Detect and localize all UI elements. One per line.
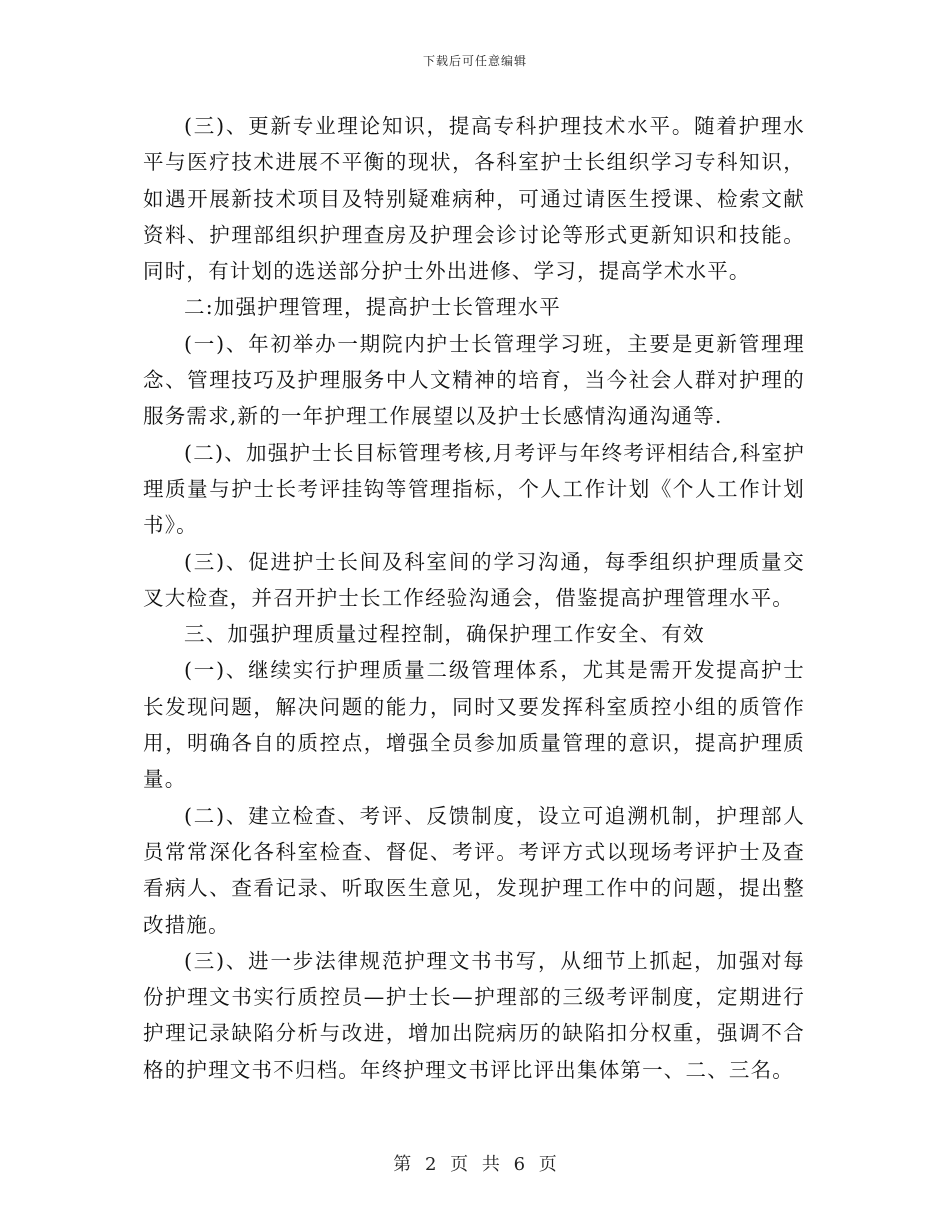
paragraph-9: (三)、进一步法律规范护理文书书写，从细节上抓起，加强对每份护理文书实行质控员—护士长—护理部的三级考评制度，定期进行护理记录缺陷分析与改进，增加出院病历的缺陷扣分权重，强调不合格的护理文书不归档。年终护理文书评比评出集体第一、二、三名。: [143, 948, 805, 1082]
paragraph-7: (一)、继续实行护理质量二级管理体系，尤其是需开发提高护士长发现问题，解决问题的能力，同时又要发挥科室质控小组的质管作用，明确各自的质控点，增强全员参加质量管理的意识，提高护理质量。: [143, 658, 805, 792]
paragraph-1: (三)、更新专业理论知识，提高专科护理技术水平。随着护理水平与医疗技术进展不平衡的现状，各科室护士长组织学习专科知识，如遇开展新技术项目及特别疑难病种，可通过请医生授课、检索文献资料、护理部组织护理查房及护理会诊讨论等形式更新知识和技能。同时，有计划的选送部分护士外出进修、学习，提高学术水平。: [143, 114, 805, 284]
section-heading-3: 三、加强护理质量过程控制，确保护理工作安全、有效: [184, 622, 705, 647]
paragraph-4: (二)、加强护士长目标管理考核,月考评与年终考评相结合,科室护理质量与护士长考评挂钩等管理指标，个人工作计划《个人工作计划书》。: [143, 440, 805, 538]
section-heading-2: 二:加强护理管理，提高护士长管理水平: [184, 295, 562, 320]
page-number: 第 2 页 共 6 页: [393, 1154, 557, 1175]
page-header: 下载后可任意编辑: [422, 54, 527, 68]
document-body: [143, 108, 805, 1088]
paragraph-8: (二)、建立检查、考评、反馈制度，设立可追溯机制，护理部人员常常深化各科室检查、督促、考评。考评方式以现场考评护士及查看病人、查看记录、听取医生意见，发现护理工作中的问题，提出整改措施。: [143, 803, 805, 937]
paragraph-3: (一)、年初举办一期院内护士长管理学习班，主要是更新管理理念、管理技巧及护理服务中人文精神的培育，当今社会人群对护理的服务需求,新的一年护理工作展望以及护士长感情沟通沟通等.: [143, 331, 805, 429]
paragraph-5: (三)、促进护士长间及科室间的学习沟通，每季组织护理质量交叉大检查，并召开护士长工作经验沟通会，借鉴提高护理管理水平。: [143, 549, 805, 610]
